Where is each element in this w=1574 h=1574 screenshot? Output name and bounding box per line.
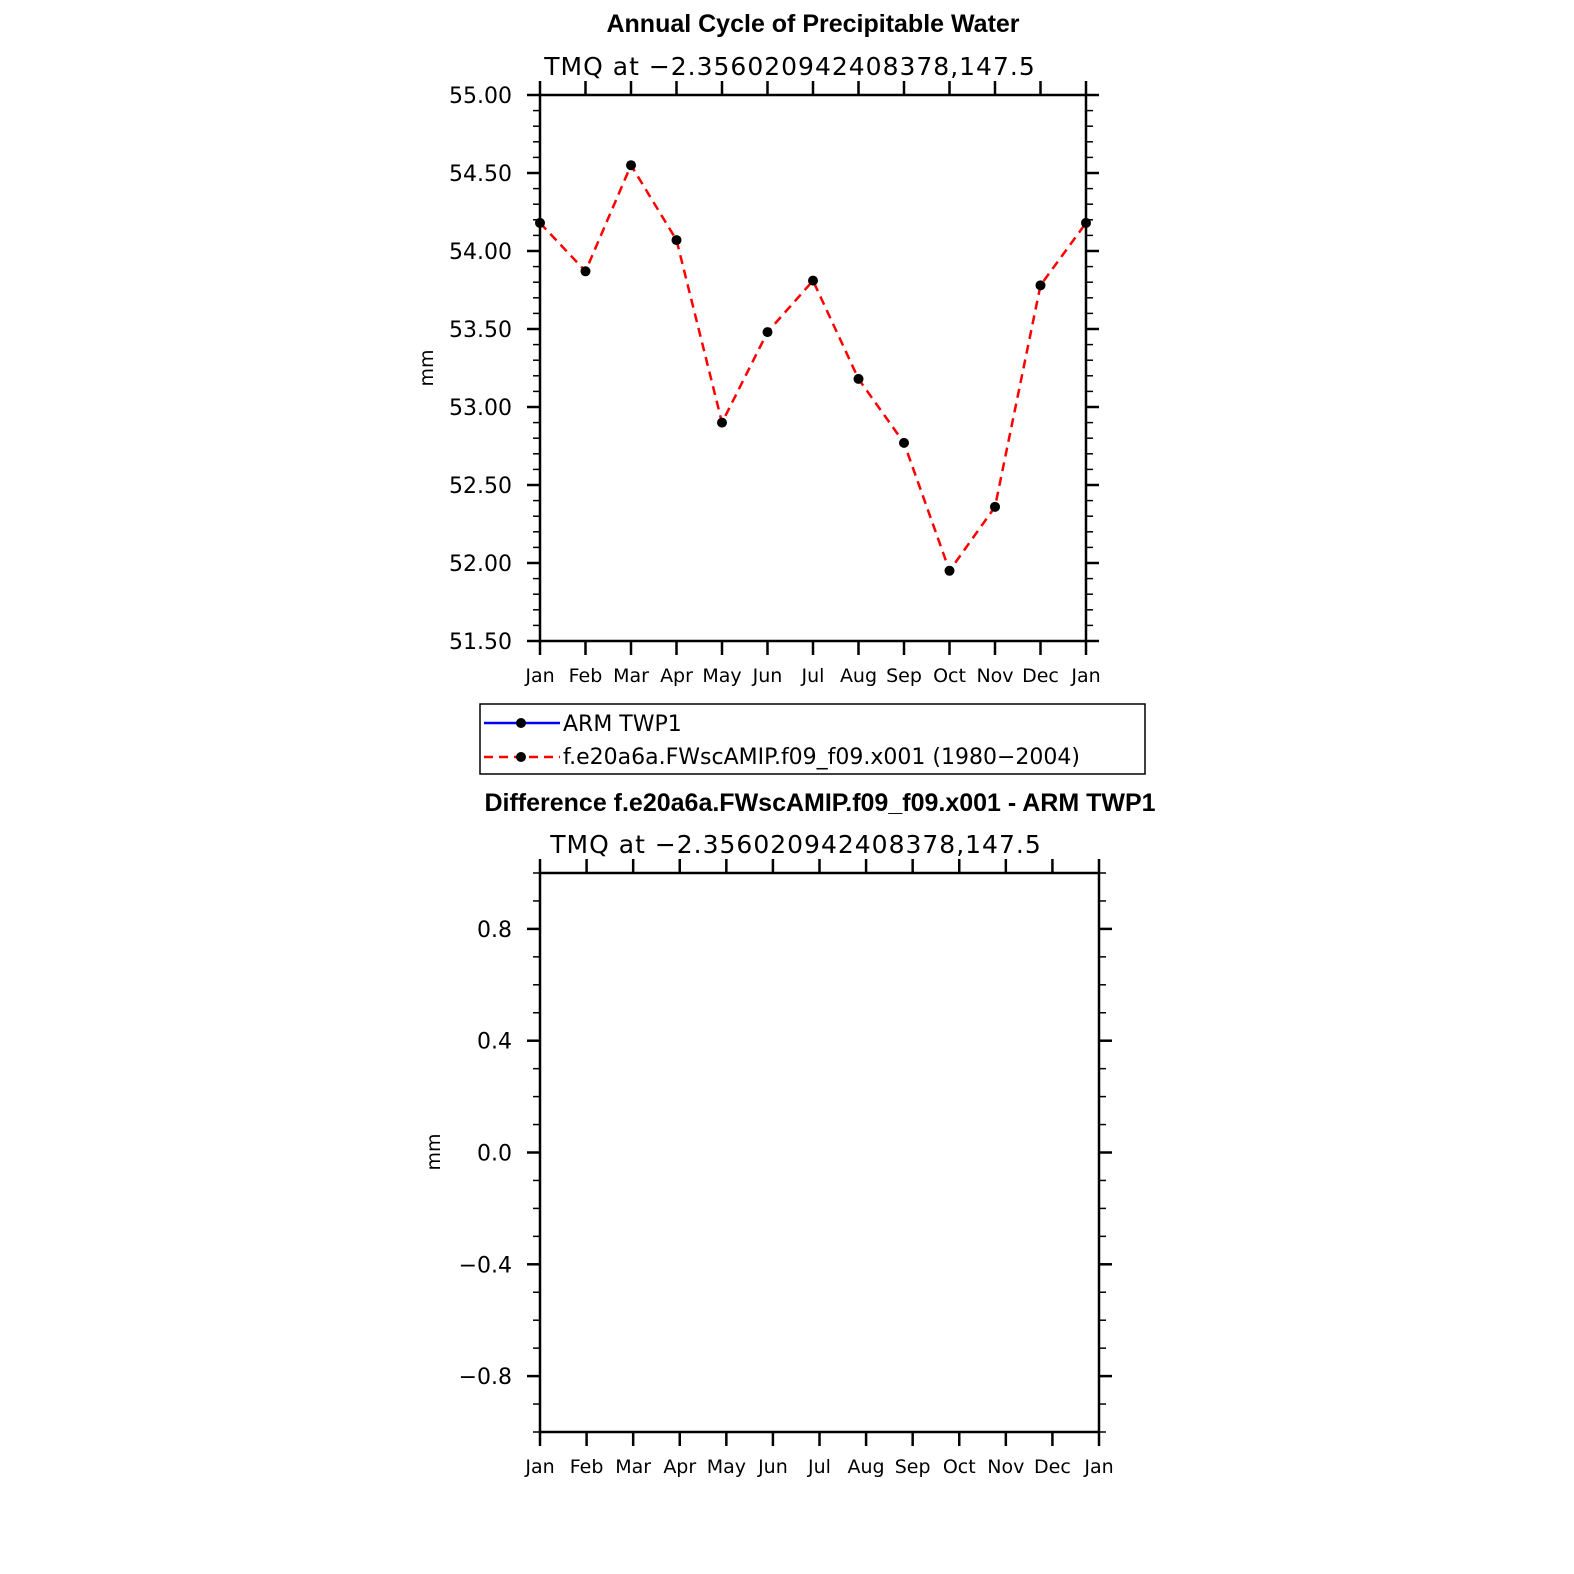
y-tick-labels: [449, 84, 512, 655]
x-tick-label: Aug: [847, 1456, 885, 1478]
chart-title: Annual Cycle of Precipitable Water: [606, 10, 1020, 38]
x-tick-label: Mar: [613, 665, 649, 687]
y-tick-label: 52.50: [449, 474, 512, 499]
data-point: [672, 235, 682, 245]
data-point: [945, 566, 955, 576]
difference-panel: [423, 789, 1156, 1478]
x-tick-label: Jul: [801, 665, 825, 687]
x-tick-label: Dec: [1022, 665, 1059, 687]
y-tick-label: 51.50: [449, 630, 512, 655]
y-tick-label: 53.50: [449, 318, 512, 343]
y-tick-labels: [459, 918, 512, 1390]
x-tick-label: May: [706, 1456, 746, 1478]
x-tick-label: Feb: [569, 1456, 604, 1478]
x-tick-label: Oct: [933, 665, 966, 687]
x-tick-label: Jul: [808, 1456, 831, 1478]
x-tick-label: Jan: [1084, 1456, 1114, 1478]
annual-cycle-panel: [416, 10, 1101, 687]
y-axis-label: mm: [423, 1133, 445, 1171]
x-tick-label: Sep: [886, 665, 922, 687]
y-tick-label: 55.00: [449, 84, 512, 109]
tick-marks: [527, 81, 1099, 655]
x-tick-label: Nov: [976, 665, 1014, 687]
plot-frame: [540, 95, 1086, 641]
x-tick-label: Oct: [942, 1456, 976, 1478]
y-tick-label: −0.4: [458, 1253, 512, 1279]
x-tick-label: Feb: [568, 665, 603, 687]
y-tick-label: −0.8: [458, 1365, 512, 1391]
legend-marker-model: [516, 752, 526, 762]
x-tick-label: Nov: [987, 1456, 1025, 1478]
x-tick-label: Dec: [1034, 1456, 1071, 1478]
x-tick-label: Jan: [1071, 665, 1101, 687]
data-point: [808, 276, 818, 286]
chart-subtitle: TMQ at −2.356020942408378,147.5: [550, 830, 1042, 859]
y-tick-label: 0.4: [477, 1029, 512, 1055]
data-point: [990, 502, 1000, 512]
series-layer: [535, 160, 1091, 576]
y-tick-label: 54.00: [449, 240, 512, 265]
data-point: [717, 418, 727, 428]
x-tick-label: Apr: [660, 665, 693, 687]
data-point: [854, 374, 864, 384]
x-tick-label: May: [702, 665, 742, 687]
y-tick-label: 52.00: [449, 552, 512, 577]
data-point: [763, 327, 773, 337]
x-tick-label: Sep: [894, 1456, 931, 1478]
x-tick-label: Jun: [758, 1456, 788, 1478]
y-tick-label: 0.8: [477, 917, 512, 943]
series-line: [540, 165, 1086, 571]
legend-marker-arm: [516, 718, 526, 728]
data-point: [581, 266, 591, 276]
legend: [480, 704, 1145, 774]
data-point: [899, 438, 909, 448]
x-tick-labels: [524, 1456, 1113, 1478]
chart-subtitle: TMQ at −2.356020942408378,147.5: [544, 52, 1036, 81]
tick-marks: [527, 859, 1112, 1446]
legend-label-arm: ARM TWP1: [563, 712, 682, 737]
y-axis-label: mm: [416, 349, 438, 387]
chart-title: Difference f.e20a6a.FWscAMIP.f09_f09.x001 - ARM TWP1: [484, 789, 1156, 817]
x-tick-label: Jan: [525, 665, 555, 687]
plot-frame: [540, 873, 1099, 1432]
legend-label-model: f.e20a6a.FWscAMIP.f09_f09.x001 (1980−2004): [563, 745, 1080, 770]
data-point: [1036, 280, 1046, 290]
x-tick-label: Jan: [525, 1456, 555, 1478]
data-point: [626, 160, 636, 170]
x-tick-label: Mar: [615, 1456, 652, 1478]
x-tick-label: Jun: [752, 665, 783, 687]
y-tick-label: 54.50: [449, 162, 512, 187]
x-tick-labels: [524, 665, 1100, 687]
x-tick-label: Aug: [839, 665, 878, 687]
y-tick-label: 53.00: [449, 396, 512, 421]
y-tick-label: 0.0: [477, 1141, 512, 1167]
x-tick-label: Apr: [663, 1456, 697, 1478]
